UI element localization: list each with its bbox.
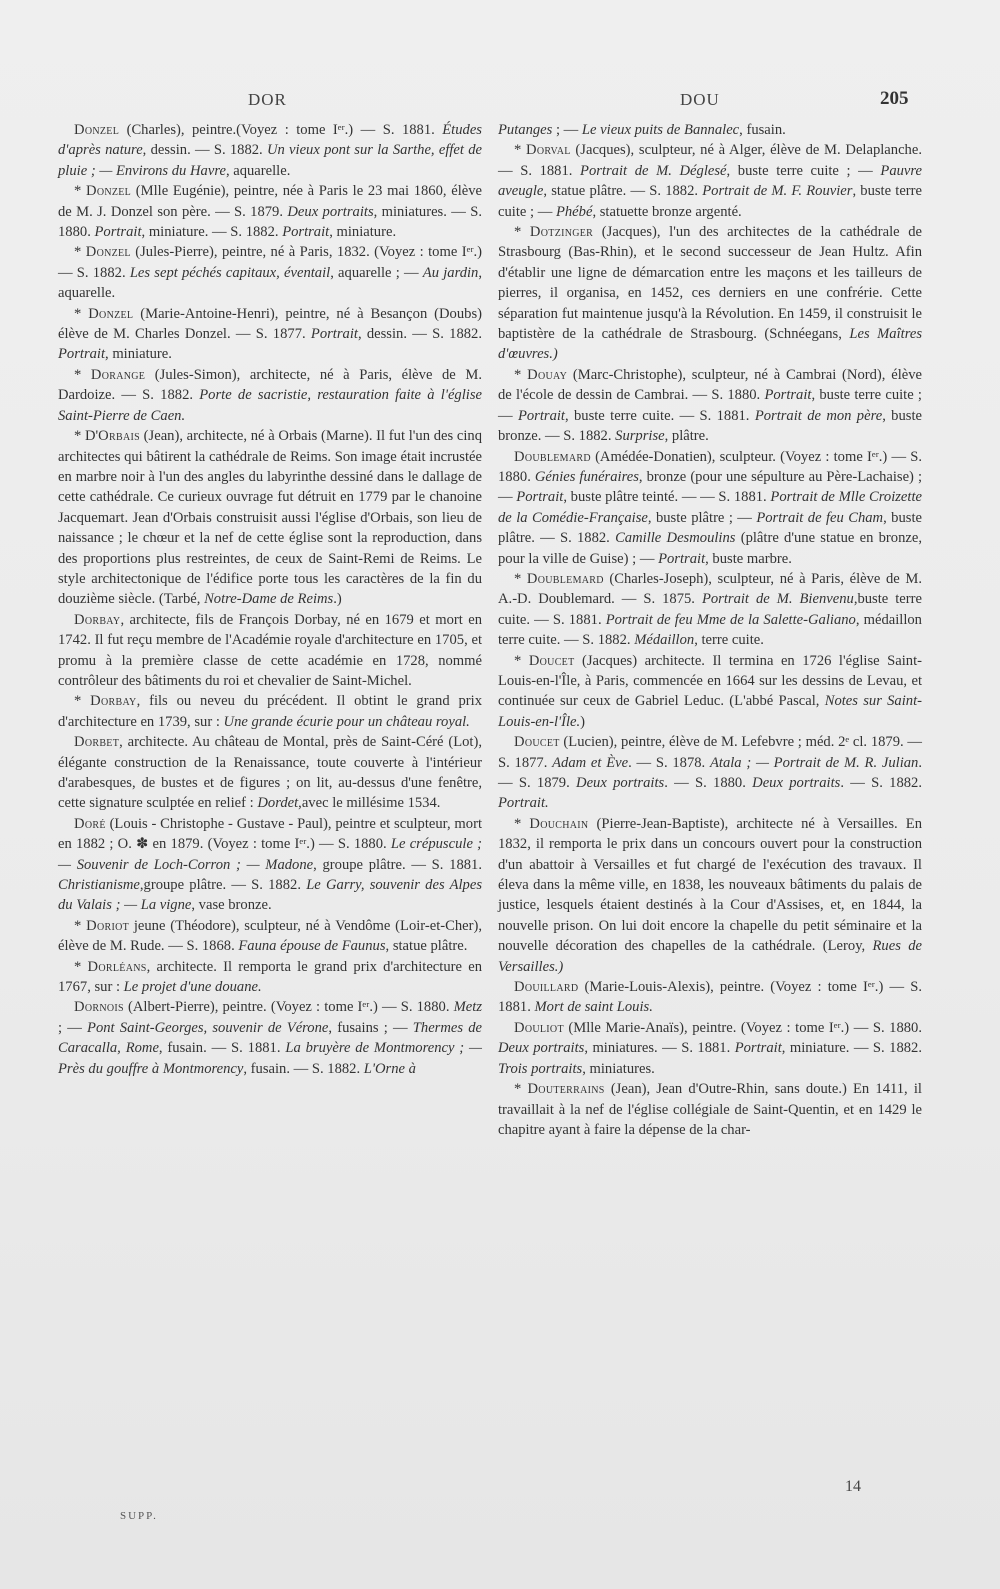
work-title: Génies funéraires bbox=[534, 468, 639, 485]
work-title: Les sept péchés capitaux, éventail bbox=[129, 264, 331, 281]
entry-text: , fusain. — S. 1881. bbox=[158, 1040, 286, 1057]
entry-text: (Jean), Jean d'Outre-Rhin, sans doute.) En 1411, il travaillait à la nef de l'église collégiale de Saint-Quentin, et en 1429 le chapitre ayant à faire la dépense de la char- bbox=[498, 1081, 922, 1138]
work-title: Portrait bbox=[282, 224, 330, 241]
entry-text: * bbox=[514, 652, 529, 669]
work-title: Portrait de feu Mme de la Salette-Galiano bbox=[605, 611, 856, 628]
entry-text: , dessin. — S. 1882. bbox=[142, 142, 267, 159]
dictionary-entry bbox=[58, 120, 482, 181]
work-title: Portrait de mon père bbox=[754, 407, 883, 424]
running-head-right: DOU bbox=[680, 90, 720, 109]
entry-text: (Marc-Christophe), sculpteur, né à Cambrai (Nord), élève de l'école de dessin de Cambrai. — S. 1880. bbox=[498, 366, 923, 404]
work-title: Le vieux puits de Bannalec bbox=[581, 122, 740, 138]
work-title: Portrait bbox=[764, 387, 812, 404]
entry-name: Dorbay bbox=[74, 611, 121, 628]
entry-name: Douliot bbox=[514, 1019, 564, 1036]
entry-text: * bbox=[514, 142, 527, 159]
entry-text: , buste terre cuite. — S. 1881. bbox=[564, 407, 755, 424]
work-title: Notre-Dame de Reims bbox=[204, 591, 334, 608]
entry-text: . — S. 1879. bbox=[498, 754, 923, 791]
entry-text: * bbox=[74, 366, 91, 383]
work-title: Fauna épouse de Faunus bbox=[238, 938, 386, 955]
entry-text: , miniature. bbox=[105, 346, 172, 363]
work-title: Camille Desmoulins bbox=[615, 530, 736, 547]
entry-text: (Pierre-Jean-Baptiste), architecte né à Versailles. En 1832, il remporta le prix dans un concours ouvert pour la construction d'un abattoir à Versailles et fut chargé de l'exécution des travaux. Il éleva dans la même ville, en 1838, les nouveaux bâtiments du palais de justice, lesquels étaient destinés à la Cour d'Assises, et, en 1844, la nouvelle prison. On lui doit encore la chapelle du petit séminaire et la nouvelle décoration des chapelles de la cathédrale. (Leroy, bbox=[498, 815, 922, 955]
entry-text: (plâtre d'une statue en bronze, pour la ville de Guise) ; — bbox=[498, 530, 922, 567]
entry-name: Orbais bbox=[98, 428, 140, 445]
dictionary-entry bbox=[498, 365, 922, 447]
entry-text: , aquarelle. bbox=[225, 162, 291, 179]
entry-text: , plâtre. bbox=[664, 428, 709, 445]
work-title: Portrait de M. Déglesé bbox=[580, 162, 727, 179]
entry-text: ,avec le millésime 1534. bbox=[298, 795, 441, 812]
entry-text: ) bbox=[580, 713, 586, 730]
work-title: Portrait de feu Cham bbox=[756, 509, 884, 526]
work-title: Médaillon bbox=[634, 632, 695, 649]
dictionary-entry bbox=[498, 732, 922, 814]
entry-name: Doublemard bbox=[526, 570, 604, 587]
dictionary-entry bbox=[498, 651, 922, 733]
entry-text: , buste terre cuite ; — bbox=[498, 387, 922, 424]
work-title: Le crépuscule ; — Souvenir de Loch-Corron ; — Madone bbox=[58, 836, 482, 873]
work-title: Deux portraits bbox=[576, 775, 665, 791]
entry-text: jeune (Théodore), sculpteur, né à Vendôme (Loir-et-Cher), élève de M. Rude. — S. 1868. bbox=[58, 917, 482, 955]
dictionary-entry bbox=[498, 569, 922, 651]
entry-text: ; — bbox=[552, 122, 582, 138]
work-title: Metz bbox=[453, 999, 482, 1016]
work-title: Dordet bbox=[257, 795, 299, 812]
work-title: Portrait bbox=[658, 550, 706, 567]
entry-text: , fusain. — S. 1882. bbox=[243, 1060, 364, 1077]
entry-text: . — S. 1878. bbox=[628, 754, 710, 771]
work-title: Au jardin bbox=[422, 264, 479, 281]
entry-text: * bbox=[514, 815, 530, 832]
work-title: Putanges bbox=[498, 122, 553, 138]
entry-text: (Jacques) architecte. Il termina en 1726 l'église Saint-Louis-en-l'Île, à Paris, commencée en 1664 sur les dessins de Levau, et continuée sur ceux de Gabriel Leduc. (L'abbé Pascal, bbox=[498, 652, 922, 710]
entry-text: , buste plâtre. — S. 1882. bbox=[498, 509, 922, 547]
entry-text: , architecte, fils de François Dorbay, né en 1679 et mort en 1742. Il fut reçu membre de l'Académie royale d'architecture en 1705, et promu à la première classe de cette académie en 1728, nommé contrôleur des bâtiments du roi et chevalier de Saint-Michel. bbox=[58, 611, 482, 689]
entry-text: , miniatures. — S. 1881. bbox=[584, 1040, 735, 1057]
entry-text: ,groupe plâtre. — S. 1882. bbox=[139, 877, 307, 894]
entry-name: Donzel bbox=[88, 305, 134, 322]
work-title: Portrait de M. F. Rouvier bbox=[702, 183, 853, 200]
entry-text: , miniature. — S. 1882. bbox=[141, 224, 283, 241]
entry-text: * bbox=[74, 958, 88, 975]
page-number: 205 bbox=[880, 88, 909, 109]
entry-name: Douillard bbox=[514, 979, 579, 996]
signature-mark: SUPP. bbox=[120, 1510, 158, 1522]
entry-text: * D' bbox=[74, 428, 99, 445]
entry-text: * bbox=[514, 1081, 528, 1098]
entry-text: , groupe plâtre. — S. 1881. bbox=[313, 856, 482, 873]
dictionary-entry bbox=[58, 304, 482, 365]
work-title: Christianisme bbox=[58, 877, 140, 894]
entry-text: * bbox=[74, 244, 86, 261]
entry-text: , fils ou neveu du précédent. Il obtint le grand prix d'architecture en 1739, sur : bbox=[58, 693, 482, 730]
dictionary-entry bbox=[58, 691, 482, 732]
entry-text: , vase bronze. bbox=[191, 897, 272, 914]
entry-text: (Albert-Pierre), peintre. (Voyez : tome Iᵉʳ.) — S. 1880. bbox=[123, 999, 454, 1016]
entry-text: , buste marbre. bbox=[705, 550, 792, 567]
entry-text: , buste plâtre teinté. — — S. 1881. bbox=[563, 489, 771, 506]
sheet-number: 14 bbox=[845, 1478, 861, 1495]
entry-text: (Louis - Christophe - Gustave - Paul), peintre et sculpteur, mort en 1882 ; O. ✽ en 1879. (Voyez : tome Iᵉʳ.) — S. 1880. bbox=[58, 815, 482, 853]
entry-text: , fusains ; — bbox=[328, 1019, 413, 1036]
dictionary-entry bbox=[58, 365, 482, 426]
entry-name: Doucet bbox=[514, 734, 560, 751]
work-title: Notes sur Saint-Louis-en-l'Île. bbox=[498, 693, 922, 730]
entry-text: ; — bbox=[58, 1019, 88, 1036]
entry-text: * bbox=[514, 224, 530, 241]
entry-text: , miniature. — S. 1882. bbox=[781, 1040, 922, 1057]
dictionary-entry bbox=[498, 447, 922, 569]
entry-text: (Mlle Marie-Anaïs), peintre. (Voyez : tome Iᵉʳ.) — S. 1880. bbox=[563, 1019, 922, 1036]
dictionary-entry bbox=[58, 957, 482, 998]
work-title: La bruyère de Montmorency ; — Près du gouffre à Montmorency bbox=[58, 1040, 482, 1077]
entry-name: Dorbay bbox=[90, 693, 137, 710]
dictionary-entry bbox=[498, 120, 922, 140]
entry-text: * bbox=[74, 183, 86, 200]
entry-text: .) bbox=[333, 591, 342, 608]
entry-text: * bbox=[74, 693, 91, 710]
work-title: Un vieux pont sur la Sarthe, effet de pluie ; — Environs du Havre bbox=[58, 142, 482, 179]
entry-name: Douay bbox=[527, 366, 568, 383]
work-title: Portrait bbox=[734, 1040, 782, 1057]
entry-name: Doublemard bbox=[514, 448, 591, 465]
entry-text: (Mlle Eugénie), peintre, née à Paris le 23 mai 1860, élève de M. J. Donzel son père. — S. 1879. bbox=[58, 183, 482, 220]
entry-text: , buste terre cuite ; — bbox=[726, 162, 881, 179]
entry-text: , statue plâtre. bbox=[385, 938, 468, 955]
entry-name: Donzel bbox=[74, 122, 120, 138]
entry-text: (Jean), architecte, né à Orbais (Marne). Il fut l'un des cinq architectes qui bâtirent la cathédrale de Reims. Son image était incrustée en marbre noir à l'un des angles du labyrinthe dessiné dans le dallage de cette cathédrale. Ce curieux ouvrage fut détruit en 1779 par le chanoine Jacquemart. Jean d'Orbais construisit aussi l'église d'Orbais, son lieu de naissance ; le chœur et la nef de cette église sont la reproduction, dans des proportions plus restreintes, de ceux de Saint-Remi de Reims. Le style architectonique de l'édifice porte tous les caractères de la fin du douzième siècle. (Tarbé, bbox=[58, 428, 482, 608]
right-column bbox=[498, 120, 922, 1140]
entry-text: , aquarelle ; — bbox=[330, 264, 423, 281]
work-title: Pont Saint-Georges, souvenir de Vérone bbox=[87, 1019, 329, 1036]
entry-text: * bbox=[74, 305, 89, 322]
running-head-left: DOR bbox=[248, 90, 287, 109]
entry-text: * bbox=[514, 366, 528, 383]
entry-text: , statuette bronze argenté. bbox=[592, 203, 742, 220]
left-column bbox=[58, 120, 482, 1079]
dictionary-entry bbox=[498, 1079, 922, 1140]
dictionary-entry bbox=[58, 814, 482, 916]
work-title: Surprise bbox=[615, 428, 665, 445]
entry-text: ,buste terre cuite. — S. 1881. bbox=[498, 591, 922, 628]
work-title: Deux portraits bbox=[498, 1040, 585, 1057]
work-title: Thermes de Caracalla, Rome bbox=[58, 1019, 483, 1057]
work-title: Portrait bbox=[58, 346, 106, 363]
entry-text: * bbox=[74, 917, 87, 934]
dictionary-entry bbox=[58, 916, 482, 957]
entry-name: Donzel bbox=[85, 183, 132, 200]
entry-text: (Charles), peintre.(Voyez : tome Iᵉʳ.) — S. 1881. bbox=[119, 122, 443, 138]
work-title: Portrait de Mlle Croizette de la Comédie-Française bbox=[498, 489, 922, 526]
entry-text: , fusain. bbox=[739, 122, 786, 138]
dictionary-entry bbox=[58, 610, 482, 692]
dictionary-entry bbox=[58, 732, 482, 814]
dictionary-entry bbox=[58, 181, 482, 242]
work-title: Porte de sacristie, restauration faite à l'église Saint-Pierre de Caen. bbox=[58, 387, 482, 424]
work-title: Atala ; — Portrait de M. R. Julian bbox=[709, 754, 919, 771]
work-title: Adam et Ève bbox=[552, 754, 629, 771]
dictionary-entry bbox=[498, 814, 922, 977]
entry-text: . — S. 1882. bbox=[840, 775, 922, 791]
entry-name: Doré bbox=[74, 815, 106, 832]
dictionary-entry bbox=[58, 426, 482, 610]
entry-text: , miniatures. — S. 1880. bbox=[58, 203, 482, 241]
work-title: Portrait bbox=[517, 407, 565, 424]
entry-name: Donzel bbox=[85, 244, 131, 261]
dictionary-entry bbox=[498, 1018, 922, 1079]
entry-name: Dorange bbox=[90, 366, 146, 383]
work-title: Le Garry, souvenir des Alpes du Valais ; — La vigne bbox=[58, 877, 482, 914]
work-title: Études d'après nature bbox=[58, 122, 482, 159]
entry-text: (Jacques), sculpteur, né à Alger, élève de M. Delaplanche. — S. 1881. bbox=[498, 142, 922, 179]
entry-name: Douchain bbox=[529, 815, 589, 832]
entry-text: (Charles-Joseph), sculpteur, né à Paris, élève de M. A.-D. Doublemard. — S. 1875. bbox=[498, 570, 922, 608]
work-title: Portrait de M. Bienvenu bbox=[701, 591, 854, 608]
entry-text: (Jules-Simon), architecte, né à Paris, élève de M. Dardoize. — S. 1882. bbox=[58, 366, 482, 404]
work-title: Pauvre aveugle bbox=[498, 162, 923, 200]
entry-text: (Jacques), l'un des architectes de la cathédrale de Strasbourg (Bas-Rhin), et le second successeur de Jean Hultz. Afin d'établir une ligne de démarcation entre les maçons et les tailleurs de pierres, il organisa, en 1452, ces derniers en une confrérie. Cette séparation fut maintenue jusqu'à la Révolution. En 1459, il construisit le baptistère de la cathédrale de Strasbourg. (Schnéegans, bbox=[498, 224, 922, 343]
entry-text: (Jules-Pierre), peintre, né à Paris, 1832. (Voyez : tome Iᵉʳ.) — S. 1882. bbox=[58, 244, 483, 281]
dictionary-entry bbox=[58, 997, 482, 1079]
entry-text: (Marie-Antoine-Henri), peintre, né à Besançon (Doubs) élève de M. Charles Donzel. — S. 1877. bbox=[58, 305, 482, 343]
entry-text: , miniature. bbox=[329, 224, 397, 241]
dictionary-entry bbox=[498, 977, 922, 1018]
entry-name: Doriot bbox=[86, 917, 130, 934]
work-title: Portrait. bbox=[498, 795, 549, 812]
entry-text: , buste plâtre ; — bbox=[647, 509, 757, 526]
entry-text: , buste bronze. — S. 1882. bbox=[498, 407, 922, 445]
work-title: Phébé bbox=[555, 203, 593, 220]
entry-text: (Lucien), peintre, élève de M. Lefebvre ; méd. 2ᵉ cl. 1879. — S. 1877. bbox=[498, 734, 922, 771]
entry-name: Douterrains bbox=[527, 1081, 605, 1098]
entry-text: , dessin. — S. 1882. bbox=[357, 326, 482, 343]
work-title: Portrait bbox=[516, 489, 564, 506]
dictionary-entry bbox=[58, 242, 482, 303]
work-title: L'Orne à bbox=[363, 1060, 416, 1077]
entry-text: , bronze (pour une sépulture au Père-Lachaise) ; — bbox=[498, 468, 923, 506]
dictionary-entry bbox=[498, 222, 922, 365]
entry-name: Doucet bbox=[528, 652, 575, 669]
entry-text: * bbox=[514, 570, 527, 587]
entry-text: , architecte. Au château de Montal, près de Saint-Céré (Lot), élégante construction de la Renaissance, toute couverte à l'intérieur d'arabesques, de bustes et de figures ; on lit, au-dessus d'une fenêtre, cette signature sculptée en relief : bbox=[58, 734, 482, 812]
entry-name: Dorléans bbox=[87, 958, 147, 975]
work-title: Deux portraits bbox=[287, 203, 374, 220]
work-title: Portrait bbox=[94, 224, 142, 241]
work-title: Portrait bbox=[310, 326, 358, 343]
entry-text: , architecte. Il remporta le grand prix d'architecture en 1767, sur : bbox=[58, 958, 482, 996]
work-title: Les Maîtres d'œuvres.) bbox=[498, 326, 922, 363]
entry-text: , aquarelle. bbox=[58, 264, 483, 302]
entry-text: , statue plâtre. — S. 1882. bbox=[543, 183, 703, 200]
work-title: Le projet d'une douane. bbox=[123, 979, 262, 996]
entry-text: , terre cuite. bbox=[694, 632, 764, 649]
work-title: Rues de Versailles.) bbox=[498, 938, 922, 975]
entry-text: (Amédée-Donatien), sculpteur. (Voyez : tome Iᵉʳ.) — S. 1880. bbox=[498, 448, 922, 485]
entry-name: Dotzinger bbox=[529, 224, 594, 241]
entry-text: , buste terre cuite ; — bbox=[498, 183, 922, 220]
work-title: Deux portraits bbox=[752, 775, 841, 791]
dictionary-entry bbox=[498, 140, 922, 222]
work-title: Une grande écurie pour un château royal. bbox=[223, 713, 470, 730]
entry-name: Dorbet bbox=[74, 734, 120, 751]
entry-name: Dornois bbox=[74, 999, 124, 1016]
entry-text: , médaillon terre cuite. — S. 1882. bbox=[498, 611, 922, 649]
entry-name: Dorval bbox=[526, 142, 571, 159]
entry-text: (Marie-Louis-Alexis), peintre. (Voyez : tome Iᵉʳ.) — S. 1881. bbox=[498, 979, 922, 1016]
entry-text: , miniatures. bbox=[582, 1060, 655, 1077]
entry-text: . — S. 1880. bbox=[664, 775, 753, 791]
work-title: Mort de saint Louis. bbox=[534, 999, 653, 1016]
work-title: Trois portraits bbox=[498, 1060, 583, 1077]
